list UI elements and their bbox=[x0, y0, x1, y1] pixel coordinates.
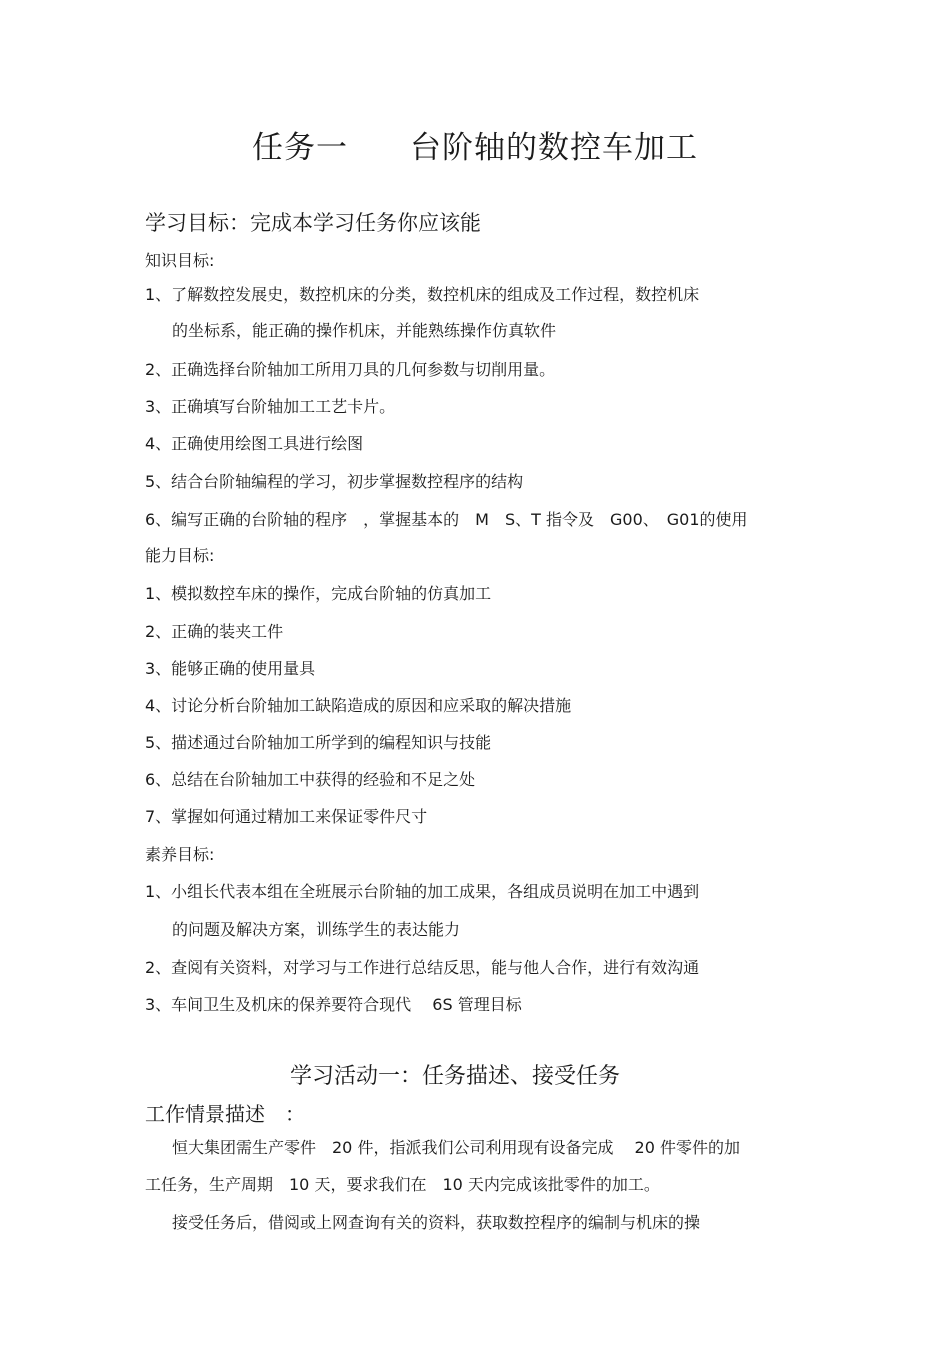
quality-item-continued: 的问题及解决方案，训练学生的表达能力 bbox=[172, 920, 461, 939]
knowledge-item: 2、正确选择台阶轴加工所用刀具的几何参数与切削用量。 bbox=[145, 360, 556, 379]
quality-item: 3、车间卫生及机床的保养要符合现代 6S 管理目标 bbox=[145, 995, 522, 1014]
scene-paragraph: 接受任务后，借阅或上网查询有关的资料，获取数控程序的编制与机床的操 bbox=[172, 1213, 701, 1232]
scene-heading: 工作情景描述 ： bbox=[145, 1102, 305, 1126]
knowledge-item-continued: 的坐标系，能正确的操作机床，并能熟练操作仿真软件 bbox=[172, 321, 557, 340]
ability-item: 5、描述通过台阶轴加工所学到的编程知识与技能 bbox=[145, 733, 492, 752]
ability-item: 3、能够正确的使用量具 bbox=[145, 659, 316, 678]
ability-item: 2、正确的装夹工件 bbox=[145, 622, 284, 641]
scene-paragraph: 恒大集团需生产零件 20 件，指派我们公司利用现有设备完成 20 件零件的加 bbox=[172, 1138, 740, 1157]
knowledge-item: 6、编写正确的台阶轴的程序 ，掌握基本的 M S、T 指令及 G00、 G01的使用 bbox=[145, 510, 748, 529]
title-task-name: 台阶轴的数控车加工 bbox=[410, 130, 698, 166]
knowledge-label: 知识目标: bbox=[145, 251, 215, 270]
knowledge-item: 3、正确填写台阶轴加工工艺卡片。 bbox=[145, 397, 396, 416]
activity-title: 学习活动一：任务描述、接受任务 bbox=[289, 1064, 620, 1089]
title-task-number: 任务一 bbox=[252, 130, 348, 166]
ability-item: 6、总结在台阶轴加工中获得的经验和不足之处 bbox=[145, 770, 476, 789]
quality-item: 2、查阅有关资料，对学习与工作进行总结反思，能与他人合作，进行有效沟通 bbox=[145, 958, 700, 977]
objectives-heading: 学习目标：完成本学习任务你应该能 bbox=[145, 211, 481, 235]
page-title bbox=[0, 122, 950, 167]
quality-item: 1、小组长代表本组在全班展示台阶轴的加工成果，各组成员说明在加工中遇到 bbox=[145, 882, 700, 901]
ability-label: 能力目标: bbox=[145, 546, 215, 565]
quality-label: 素养目标: bbox=[145, 845, 215, 864]
knowledge-item: 1、了解数控发展史，数控机床的分类，数控机床的组成及工作过程，数控机床 bbox=[145, 285, 700, 304]
ability-item: 1、模拟数控车床的操作，完成台阶轴的仿真加工 bbox=[145, 584, 492, 603]
knowledge-item: 4、正确使用绘图工具进行绘图 bbox=[145, 434, 364, 453]
knowledge-item: 5、结合台阶轴编程的学习，初步掌握数控程序的结构 bbox=[145, 472, 524, 491]
ability-item: 7、掌握如何通过精加工来保证零件尺寸 bbox=[145, 807, 428, 826]
scene-paragraph-continued: 工任务，生产周期 10 天，要求我们在 10 天内完成该批零件的加工。 bbox=[145, 1175, 660, 1194]
ability-item: 4、讨论分析台阶轴加工缺陷造成的原因和应采取的解决措施 bbox=[145, 696, 572, 715]
